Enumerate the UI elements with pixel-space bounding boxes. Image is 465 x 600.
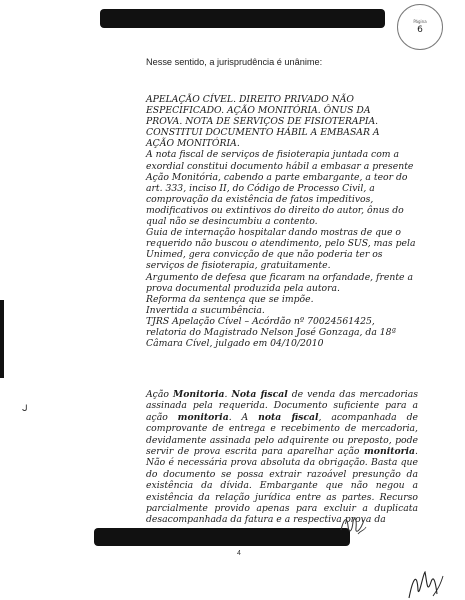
ementa-paragraph <box>146 389 418 526</box>
stamp-ring-text: · · · · · · · · <box>406 7 421 11</box>
jurisprudence-quote <box>146 94 418 349</box>
quote-line: exordial constitui documento hábil a embasar a presente <box>146 160 414 172</box>
lead-text: Nesse sentido, a jurisprudência é unânime: <box>146 57 323 67</box>
redacted-footer-bar <box>94 528 350 546</box>
quote-line: Argumento de defesa que ficaram na orfandade, frente a <box>146 271 413 283</box>
quote-line: CONSTITUI DOCUMENTO HÁBIL A EMBASAR A <box>146 127 380 139</box>
ementa-keyword: monitoria <box>364 446 416 458</box>
handwritten-signature <box>405 568 445 600</box>
quote-line: PROVA. NOTA DE SERVIÇOS DE FISIOTERAPIA. <box>146 116 379 128</box>
quote-line: Câmara Cível, julgado em 04/10/2010 <box>146 338 324 350</box>
ementa-text: , acompanhada de comprovante de entrega e recebimento de mercadoria, devidamente assinada pelo adquirente ou preposto, pode servir de prova escrita para aparelhar ação <box>146 411 418 458</box>
quote-line: A nota fiscal de serviços de fisioterapia juntada com a <box>146 149 400 161</box>
quote-line: Unimed, gera convicção de que não poderia ter os <box>146 249 383 261</box>
margin-tick: ᒍ <box>22 404 28 414</box>
page-stamp <box>397 4 443 50</box>
quote-line: Reforma da sentença que se impõe. <box>146 293 314 305</box>
quote-line: comprovação da existência de fatos impeditivos, <box>146 193 374 205</box>
quote-line: Guia de internação hospitalar dando mostras de que o <box>146 227 401 239</box>
quote-line: Ação Monitória, cabendo a parte embargante, a teor do <box>146 171 408 183</box>
quote-line: TJRS Apelação Cível – Acórdão nº 70024561425, <box>146 315 375 327</box>
ementa-keyword: Monitoria <box>172 389 225 400</box>
quote-line: ESPECIFICADO. AÇÃO MONITÓRIA. ÔNUS DA <box>146 105 371 117</box>
ementa-keyword: nota fiscal <box>258 411 319 423</box>
quote-line: serviços de fisioterapia, gratuitamente. <box>146 260 331 272</box>
quote-line: APELAÇÃO CÍVEL. DIREITO PRIVADO NÃO <box>146 94 354 105</box>
ementa-text: Ação <box>146 389 173 400</box>
stamp-page-label: Página <box>413 19 427 24</box>
quote-line: qual não se desincumbiu a contento. <box>146 216 318 228</box>
quote-line: prova documental produzida pela autora. <box>146 282 340 294</box>
ementa-keyword: monitoria <box>177 411 229 423</box>
quote-line: Invertida a sucumbência. <box>146 304 265 316</box>
quote-line: art. 333, inciso II, do Código de Processo Civil, a <box>146 182 375 194</box>
page-number: 4 <box>237 550 241 557</box>
quote-line: AÇÃO MONITÓRIA. <box>146 138 240 150</box>
stamp-page-number: 6 <box>417 25 423 35</box>
quote-line: modificativos ou extintivos do direito do autor, ônus do <box>146 204 404 216</box>
quote-line: relatoria do Magistrado Nelson José Gonzaga, da 18ª <box>146 326 396 338</box>
left-margin-mark <box>0 300 4 378</box>
ementa-text: de venda das mercadorias assinada pela requerida. Documento suficiente para a ação <box>146 389 418 423</box>
ementa-text: . <box>224 389 232 400</box>
quote-line: requerido não buscou o atendimento, pelo SUS, mas pela <box>146 238 416 250</box>
ementa-keyword: Nota fiscal <box>231 389 288 400</box>
initials-signature <box>338 512 368 538</box>
redacted-header-bar <box>100 9 385 28</box>
ementa-text: . Não é necessária prova absoluta da obrigação. Basta que do documento se possa extrair razoável presunção da existência da dívida. Embargante que não negou a existência da relação jurídica entre as partes. Recurso parcialmente provido apenas para excluir a duplicata desacompanhada da fatura e a respectiva prova da <box>146 446 418 526</box>
ementa-text: . A <box>228 411 259 423</box>
